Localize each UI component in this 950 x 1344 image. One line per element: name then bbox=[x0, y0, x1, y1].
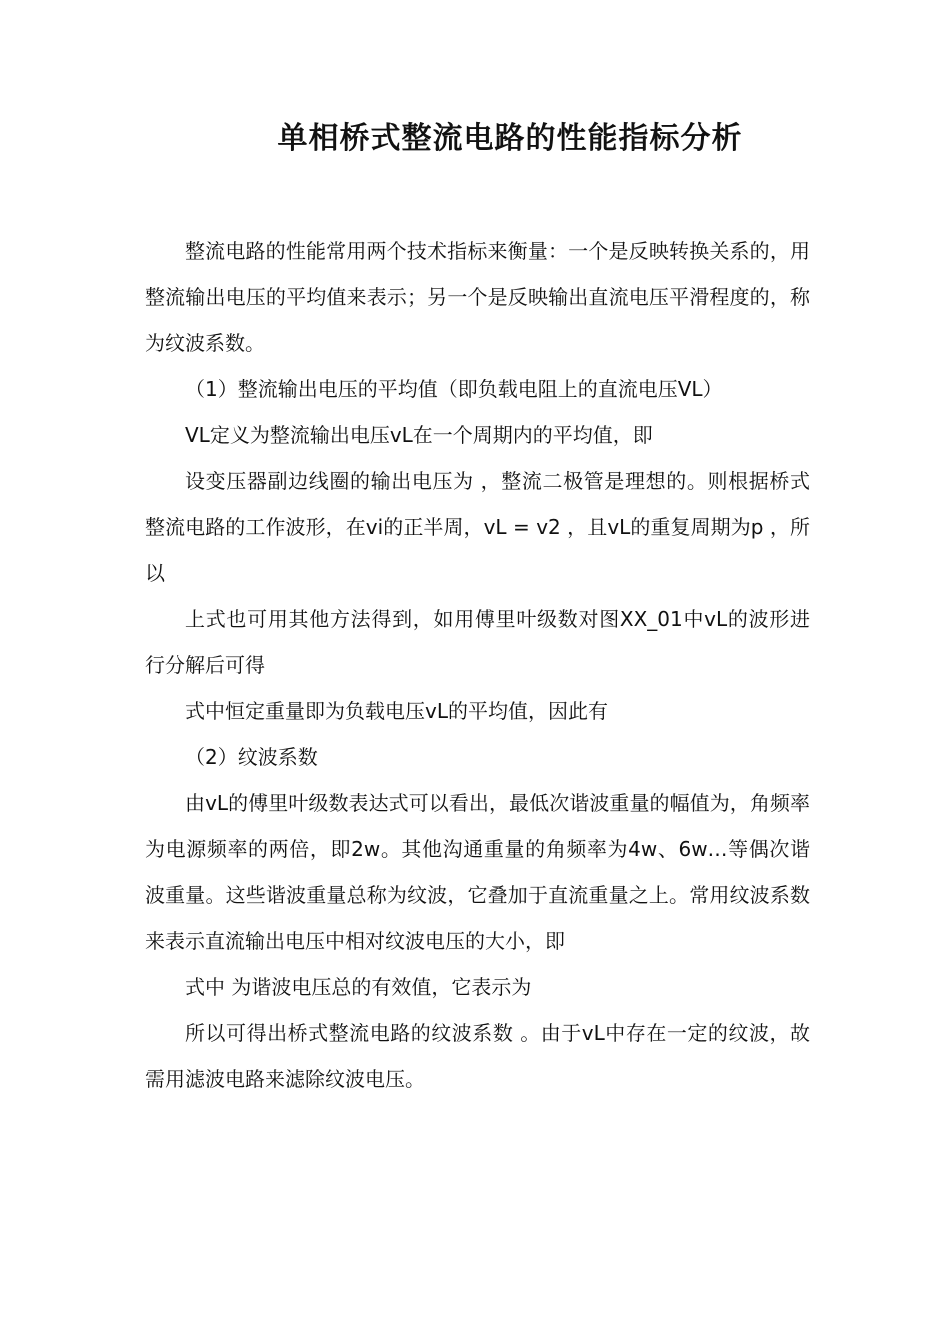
paragraph-fourier: 上式也可用其他方法得到，如用傅里叶级数对图XX_01中vL的波形进行分解后可得 bbox=[145, 607, 810, 677]
paragraph-intro: 整流电路的性能常用两个技术指标来衡量：一个是反映转换关系的，用整流输出电压的平均值来表示；另一个是反映输出直流电压平滑程度的，称为纹波系数。 bbox=[145, 239, 810, 355]
paragraph-section-2-heading: （2）纹波系数 bbox=[185, 745, 318, 769]
paragraph-constant-component: 式中恒定重量即为负载电压vL的平均值，因此有 bbox=[185, 699, 608, 723]
paragraph-vl-definition: VL定义为整流输出电压vL在一个周期内的平均值，即 bbox=[185, 423, 653, 447]
paragraph-section-1-heading: （1）整流输出电压的平均值（即负载电阻上的直流电压VL） bbox=[185, 377, 723, 401]
document-body bbox=[145, 228, 810, 1102]
paragraph-conclusion: 所以可得出桥式整流电路的纹波系数 。由于vL中存在一定的纹波，故需用滤波电路来滤除纹波电压。 bbox=[145, 1021, 810, 1091]
paragraph-ripple-explanation: 由vL的傅里叶级数表达式可以看出，最低次谐波重量的幅值为，角频率为电源频率的两倍，即2w。其他沟通重量的角频率为4w、6w…等偶次谐波重量。这些谐波重量总称为纹波，它叠加于直流重量之上。常用纹波系数 来表示直流输出电压中相对纹波电压的大小，即 bbox=[145, 791, 810, 953]
paragraph-transformer: 设变压器副边线圈的输出电压为 ，整流二极管是理想的。则根据桥式整流电路的工作波形，在vi的正半周，vL = v2 ，且vL的重复周期为p ，所以 bbox=[145, 469, 810, 585]
document-title: 单相桥式整流电路的性能指标分析 bbox=[277, 121, 743, 156]
paragraph-harmonic-rms: 式中 为谐波电压总的有效值，它表示为 bbox=[185, 975, 532, 999]
